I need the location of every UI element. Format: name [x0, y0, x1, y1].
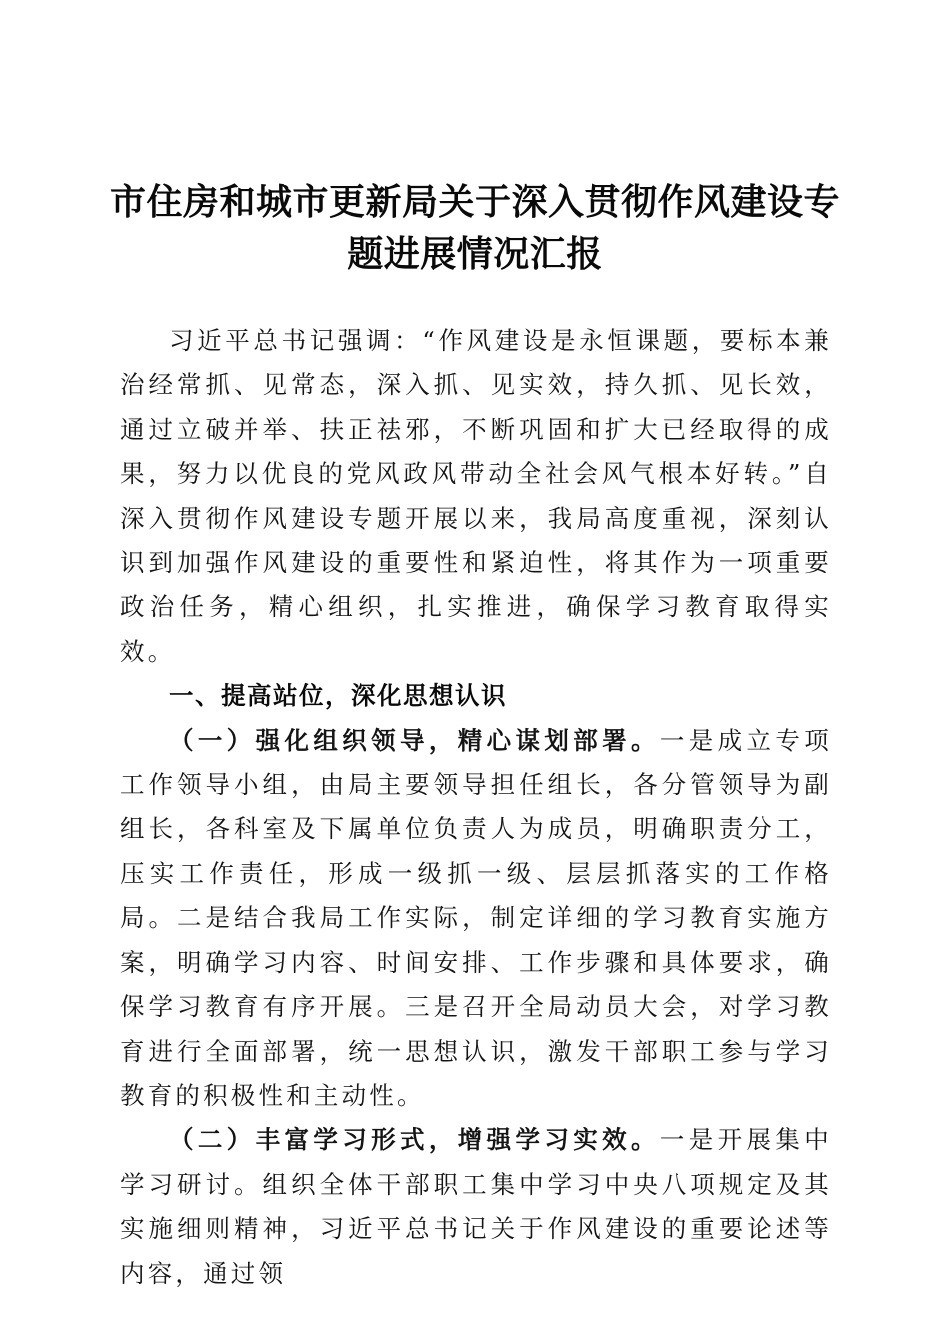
section-1-item-2-lead: （二）丰富学习形式，增强学习实效。: [169, 1125, 660, 1155]
document-body: [120, 319, 832, 1296]
section-1-item-1: [120, 719, 832, 1119]
section-1-item-1-text: 一是成立专项工作领导小组，由局主要领导担任组长，各分管领导为副组长，各科室及下属单位负责人为成员，明确职责分工，压实工作责任，形成一级抓一级、层层抓落实的工作格局。二是结合我局工作实际，制定详细的学习教育实施方案，明确学习内容、时间安排、工作步骤和具体要求，确保学习教育有序开展。三是召开全局动员大会，对学习教育进行全面部署，统一思想认识，激发干部职工参与学习教育的积极性和主动性。: [120, 725, 832, 1110]
section-1-heading: 一、提高站位，深化思想认识: [169, 681, 507, 711]
section-1-item-1-lead: （一）强化组织领导，精心谋划部署。: [169, 725, 660, 755]
intro-paragraph: 习近平总书记强调：“作风建设是永恒课题，要标本兼治经常抓、见常态，深入抓、见实效，持久抓、见长效，通过立破并举、扶正祛邪，不断巩固和扩大已经取得的成果，努力以优良的党风政风带动全社会风气根本好转。”自深入贯彻作风建设专题开展以来，我局高度重视，深刻认识到加强作风建设的重要性和紧迫性，将其作为一项重要政治任务，精心组织，扎实推进，确保学习教育取得实效。: [120, 326, 832, 666]
section-1-item-2-text: 一是开展集中学习研讨。组织全体干部职工集中学习中央八项规定及其实施细则精神，习近平总书记关于作风建设的重要论述等内容，通过领: [120, 1125, 832, 1288]
document-title: 市住房和城市更新局关于深入贯彻作风建设专题进展情况汇报: [110, 181, 841, 275]
section-1-item-2: [120, 1118, 832, 1296]
